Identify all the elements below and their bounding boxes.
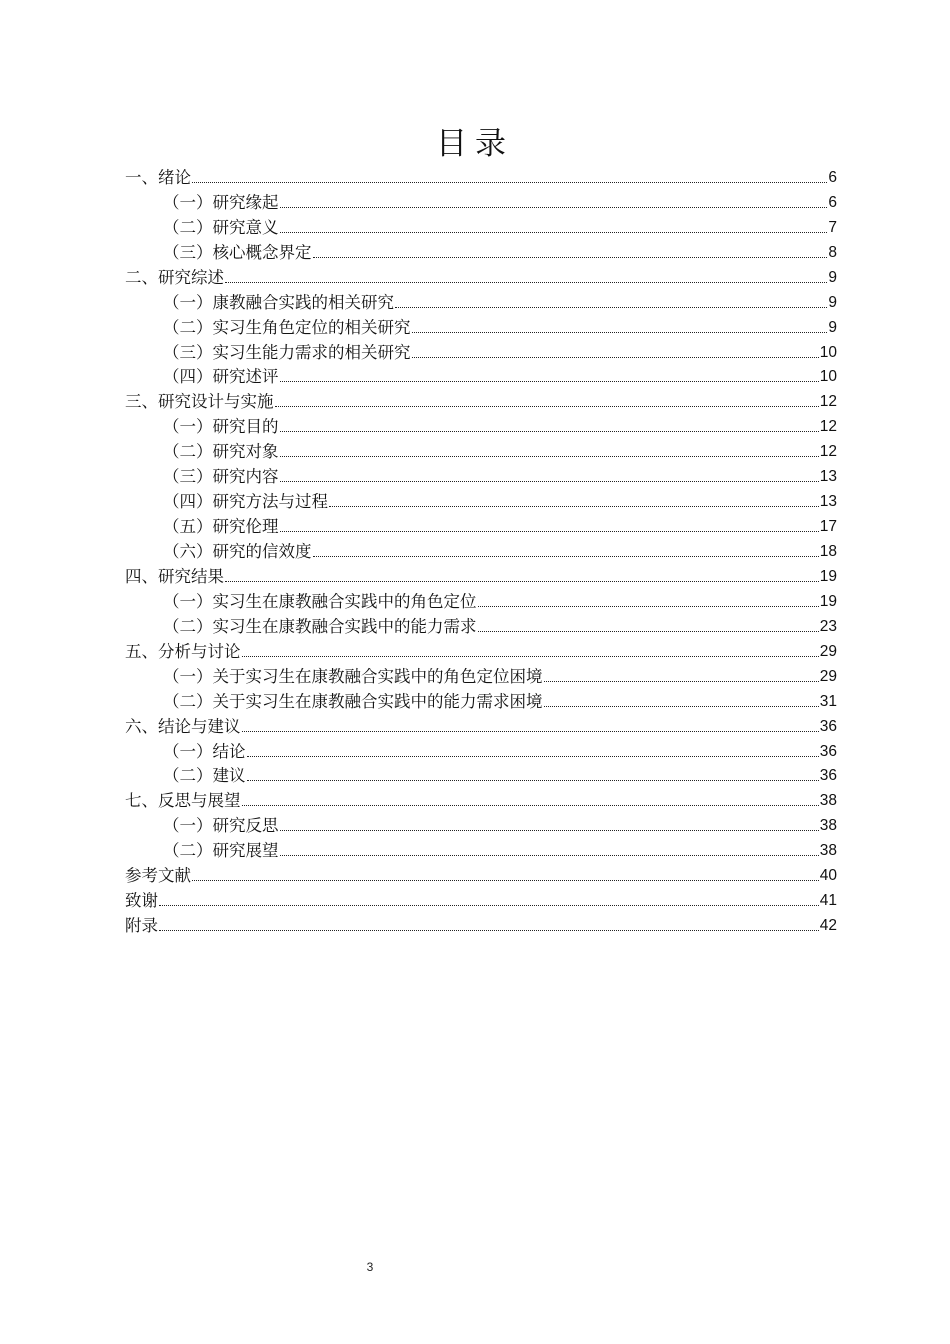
toc-entry-page: 12 bbox=[819, 418, 837, 436]
toc-entry[interactable] bbox=[125, 164, 837, 189]
toc-dot-leader bbox=[478, 606, 819, 607]
toc-dot-leader bbox=[280, 381, 819, 382]
toc-entry-page: 19 bbox=[819, 567, 837, 585]
toc-dot-leader bbox=[280, 207, 828, 208]
toc-entry-label: 三、研究设计与实施 bbox=[125, 392, 274, 412]
toc-entry-page: 8 bbox=[828, 243, 837, 261]
toc-dot-leader bbox=[242, 805, 819, 806]
toc-entry-label: （二）实习生角色定位的相关研究 bbox=[163, 317, 411, 337]
toc-entry-page: 10 bbox=[819, 368, 837, 386]
toc-dot-leader bbox=[159, 905, 819, 906]
toc-entry-page: 6 bbox=[828, 168, 837, 186]
toc-entry-label: 四、研究结果 bbox=[125, 566, 224, 586]
toc-entry[interactable] bbox=[125, 912, 837, 937]
toc-entry[interactable] bbox=[125, 264, 837, 289]
toc-entry[interactable] bbox=[125, 613, 837, 638]
toc-entry[interactable] bbox=[125, 713, 837, 738]
toc-entry-label: 二、研究综述 bbox=[125, 267, 224, 287]
toc-entry-label: （一）研究缘起 bbox=[163, 192, 279, 212]
toc-entry[interactable] bbox=[125, 563, 837, 588]
toc-entry-label: 一、绪论 bbox=[125, 167, 191, 187]
toc-dot-leader bbox=[313, 257, 828, 258]
toc-entry-page: 9 bbox=[828, 268, 837, 286]
toc-entry-label: （四）研究述评 bbox=[163, 367, 279, 387]
toc-entry[interactable] bbox=[125, 189, 837, 214]
toc-entry[interactable] bbox=[125, 364, 837, 389]
toc-entry-label: （四）研究方法与过程 bbox=[163, 492, 328, 512]
toc-entry-page: 12 bbox=[819, 393, 837, 411]
toc-dot-leader bbox=[225, 581, 819, 582]
toc-dot-leader bbox=[329, 506, 819, 507]
toc-dot-leader bbox=[242, 656, 819, 657]
toc-dot-leader bbox=[247, 756, 819, 757]
toc-dot-leader bbox=[544, 706, 819, 707]
toc-entry-page: 38 bbox=[819, 817, 837, 835]
toc-entry[interactable] bbox=[125, 388, 837, 413]
toc-dot-leader bbox=[159, 930, 819, 931]
toc-entry[interactable] bbox=[125, 763, 837, 788]
toc-dot-leader bbox=[544, 681, 819, 682]
toc-entry-page: 38 bbox=[819, 792, 837, 810]
toc-dot-leader bbox=[395, 307, 827, 308]
toc-entry-page: 42 bbox=[819, 917, 837, 935]
toc-dot-leader bbox=[192, 182, 827, 183]
toc-dot-leader bbox=[280, 431, 819, 432]
toc-dot-leader bbox=[280, 232, 828, 233]
page-number: 3 bbox=[366, 1260, 374, 1274]
toc-entry-label: （一）研究反思 bbox=[163, 816, 279, 836]
toc-entry-label: （一）实习生在康教融合实践中的角色定位 bbox=[163, 591, 477, 611]
toc-entry-page: 13 bbox=[819, 468, 837, 486]
toc-entry-label: 致谢 bbox=[125, 891, 158, 911]
toc-entry[interactable] bbox=[125, 787, 837, 812]
toc-dot-leader bbox=[280, 481, 819, 482]
toc-dot-leader bbox=[478, 631, 819, 632]
toc-entry-label: （一）康教融合实践的相关研究 bbox=[163, 292, 394, 312]
toc-entry-label: 五、分析与讨论 bbox=[125, 641, 241, 661]
toc-entry-label: （二）研究对象 bbox=[163, 442, 279, 462]
toc-dot-leader bbox=[192, 880, 819, 881]
toc-entry-page: 36 bbox=[819, 767, 837, 785]
toc-entry-page: 19 bbox=[819, 592, 837, 610]
toc-entry-label: （五）研究伦理 bbox=[163, 517, 279, 537]
toc-entry-label: （三）实习生能力需求的相关研究 bbox=[163, 342, 411, 362]
toc-entry-label: 参考文献 bbox=[125, 866, 191, 886]
toc-entry-label: （一）结论 bbox=[163, 741, 246, 761]
toc-dot-leader bbox=[280, 855, 819, 856]
toc-entry-page: 29 bbox=[819, 642, 837, 660]
toc-list bbox=[125, 164, 837, 937]
toc-entry[interactable] bbox=[125, 214, 837, 239]
toc-dot-leader bbox=[280, 531, 819, 532]
toc-entry[interactable] bbox=[125, 837, 837, 862]
toc-entry-label: 附录 bbox=[125, 916, 158, 936]
toc-dot-leader bbox=[313, 556, 819, 557]
toc-entry-page: 18 bbox=[819, 543, 837, 560]
toc-entry-label: （二）研究展望 bbox=[163, 841, 279, 861]
toc-entry[interactable] bbox=[125, 588, 837, 613]
toc-entry-label: （一）研究目的 bbox=[163, 417, 279, 437]
toc-entry[interactable] bbox=[125, 638, 837, 663]
toc-entry-label: （一）关于实习生在康教融合实践中的角色定位困境 bbox=[163, 666, 543, 686]
toc-dot-leader bbox=[280, 830, 819, 831]
toc-entry[interactable] bbox=[125, 663, 837, 688]
toc-entry[interactable] bbox=[125, 413, 837, 438]
toc-entry[interactable] bbox=[125, 538, 837, 563]
toc-entry[interactable] bbox=[125, 738, 837, 763]
toc-entry[interactable] bbox=[125, 438, 837, 463]
toc-entry[interactable] bbox=[125, 289, 837, 314]
toc-entry-page: 29 bbox=[819, 667, 837, 685]
toc-entry-label: （二）实习生在康教融合实践中的能力需求 bbox=[163, 616, 477, 636]
toc-entry[interactable] bbox=[125, 887, 837, 912]
toc-title: 目录 bbox=[436, 126, 514, 162]
toc-entry-label: （二）建议 bbox=[163, 766, 246, 786]
toc-dot-leader bbox=[225, 282, 827, 283]
toc-entry-page: 31 bbox=[819, 692, 837, 710]
toc-entry-page: 7 bbox=[828, 218, 837, 236]
toc-entry-label: 七、反思与展望 bbox=[125, 791, 241, 811]
toc-entry-page: 12 bbox=[819, 443, 837, 461]
toc-dot-leader bbox=[275, 406, 819, 407]
toc-entry-page: 38 bbox=[819, 842, 837, 860]
toc-entry-label: （三）核心概念界定 bbox=[163, 242, 312, 262]
toc-dot-leader bbox=[247, 780, 819, 781]
toc-entry-page: 6 bbox=[828, 193, 837, 211]
toc-entry-page: 13 bbox=[819, 493, 837, 511]
toc-entry-page: 36 bbox=[819, 742, 837, 760]
toc-entry-page: 9 bbox=[828, 293, 837, 311]
toc-entry-page: 10 bbox=[819, 343, 837, 361]
toc-dot-leader bbox=[242, 731, 819, 732]
toc-entry[interactable] bbox=[125, 239, 837, 264]
toc-entry[interactable] bbox=[125, 463, 837, 488]
toc-entry-label: （二）研究意义 bbox=[163, 217, 279, 237]
toc-entry-page: 23 bbox=[819, 617, 837, 635]
toc-entry-label: 六、结论与建议 bbox=[125, 716, 241, 736]
toc-entry-page: 41 bbox=[819, 892, 837, 910]
toc-dot-leader bbox=[280, 456, 819, 457]
toc-entry-label: （六）研究的信效度 bbox=[163, 542, 312, 561]
toc-entry-label: （二）关于实习生在康教融合实践中的能力需求困境 bbox=[163, 691, 543, 711]
toc-dot-leader bbox=[412, 332, 828, 333]
toc-entry-page: 40 bbox=[819, 867, 837, 885]
toc-entry[interactable] bbox=[125, 339, 837, 364]
toc-entry[interactable] bbox=[125, 513, 837, 538]
toc-entry[interactable] bbox=[125, 488, 837, 513]
toc-entry-page: 9 bbox=[828, 318, 837, 336]
toc-entry-page: 36 bbox=[819, 717, 837, 735]
toc-entry[interactable] bbox=[125, 862, 837, 887]
toc-entry-label: （三）研究内容 bbox=[163, 467, 279, 487]
toc-entry-page: 17 bbox=[819, 518, 837, 536]
toc-entry[interactable] bbox=[125, 314, 837, 339]
toc-dot-leader bbox=[412, 357, 819, 358]
toc-entry[interactable] bbox=[125, 812, 837, 837]
toc-entry[interactable] bbox=[125, 688, 837, 713]
